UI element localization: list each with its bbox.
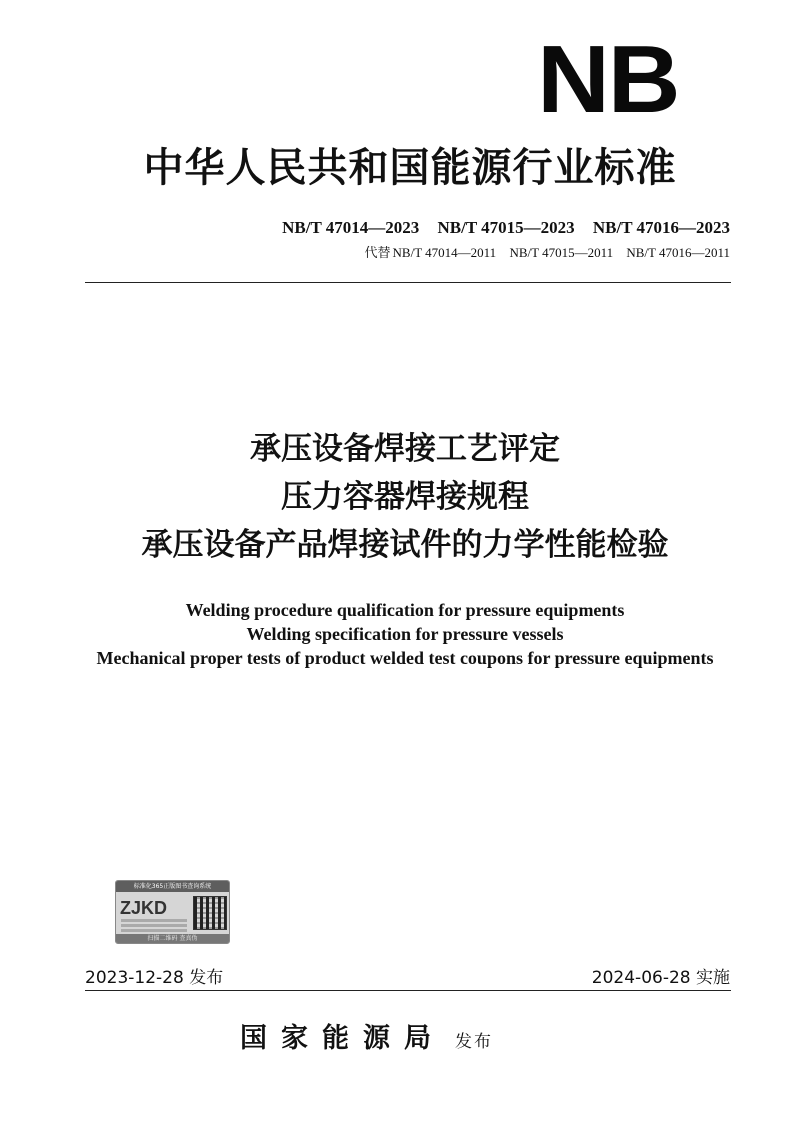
standard-number: NB/T 47016—2023 <box>592 218 730 237</box>
chinese-titles <box>60 425 750 569</box>
bottom-divider <box>85 990 731 991</box>
chinese-title: 承压设备产品焊接试件的力学性能检验 <box>141 527 669 563</box>
english-titles <box>40 598 770 670</box>
standard-numbers <box>150 218 730 238</box>
label-fine-print <box>121 919 187 932</box>
top-divider <box>85 282 731 283</box>
issue-date: 2023-12-28 发布 <box>85 968 224 988</box>
standard-number: NB/T 47015—2023 <box>437 218 575 237</box>
english-title: Mechanical proper tests of product welded test coupons for pressure equipments <box>96 648 714 668</box>
replaces-label: 代替 <box>364 245 391 260</box>
publisher <box>240 1016 493 1055</box>
implementation-date: 2024-06-28 实施 <box>591 968 730 988</box>
publisher-name: 国家能源局 <box>240 1023 445 1054</box>
chinese-title: 压力容器焊接规程 <box>281 479 529 515</box>
replaced-number: NB/T 47014—2011 <box>392 245 497 260</box>
replaces-line <box>150 242 730 261</box>
chinese-title: 承压设备焊接工艺评定 <box>250 431 560 467</box>
replaced-number: NB/T 47016—2011 <box>626 245 730 260</box>
label-brand: ZJKD <box>120 898 168 918</box>
label-header: 标准化365正版图书查询系统 <box>116 881 229 892</box>
standard-number: NB/T 47014—2023 <box>282 218 420 237</box>
english-title: Welding procedure qualification for pressure equipments <box>185 600 625 620</box>
replaced-number: NB/T 47015—2011 <box>509 245 614 260</box>
nb-logo: NB <box>537 26 679 133</box>
standard-category-title: 中华人民共和国能源行业标准 <box>143 144 677 191</box>
label-footer: 扫描二维码 查真伪 <box>116 934 229 943</box>
qr-code-icon <box>193 896 227 930</box>
english-title: Welding specification for pressure vessels <box>246 624 564 644</box>
publisher-action: 发布 <box>455 1032 493 1052</box>
anti-counterfeit-label <box>115 880 230 944</box>
